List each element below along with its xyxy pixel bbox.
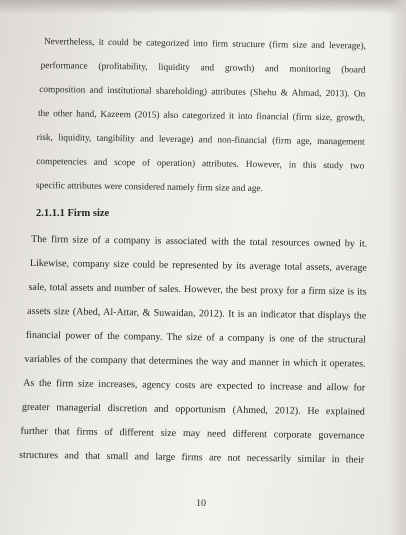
paragraph-2-line-10: structures and that small and large firms are not necessarily similar in their: [19, 449, 365, 466]
paragraph-1-line-7: specific attributes were considered namely firm size and age.: [35, 180, 263, 195]
paragraph-2-line-6: variables of the company that determines the way and manner in which it operates.: [24, 353, 366, 370]
page-number: 10: [195, 497, 207, 510]
paragraph-1-line-2: performance (profitability, liquidity and growth) and monitoring (board: [40, 61, 366, 76]
paragraph-1-line-5: risk, liquidity, tangibility and leverage) and non-financial (firm age, management: [36, 132, 365, 148]
paragraph-2-line-7: As the firm size increases, agency costs are expected to increase and allow for: [23, 377, 366, 394]
paragraph-2-line-8: greater managerial discretion and opportunism (Ahmed, 2012). He explained: [21, 401, 365, 418]
paragraph-1-line-6: competencies and scope of operation) attributes. However, in this study two: [36, 156, 365, 172]
paragraph-1-line-1: Nevertheless, it could be categorized into firm structure (firm size and leverage),: [43, 37, 367, 52]
paragraph-2-line-9: further that firms of different size may need different corporate governance: [20, 425, 365, 442]
paragraph-2-line-2: Likewise, company size could be represented by its average total assets, average: [29, 257, 367, 274]
section-heading: 2.1.1.1 Firm size: [36, 208, 110, 219]
paragraph-2-line-5: financial power of the company. The size of a company is one of the structural: [25, 329, 366, 346]
paragraph-1-line-3: composition and institutional shareholding) attributes (Shehu & Ahmad, 2013). On: [39, 84, 366, 100]
paragraph-2-line-4: assets size (Abed, Al-Attar, & Suwaidan, 2012). It is an indicator that displays the: [27, 305, 367, 322]
paragraph-1-line-4: the other hand, Kazeem (2015) also categorized it into financial (firm size, growth,: [37, 108, 366, 124]
paragraph-2-line-3: sale, total assets and number of sales. However, the best proxy for a firm size is its: [28, 281, 367, 298]
paragraph-2-line-1: The firm size of a company is associated with the total resources owned by it.: [31, 233, 368, 250]
